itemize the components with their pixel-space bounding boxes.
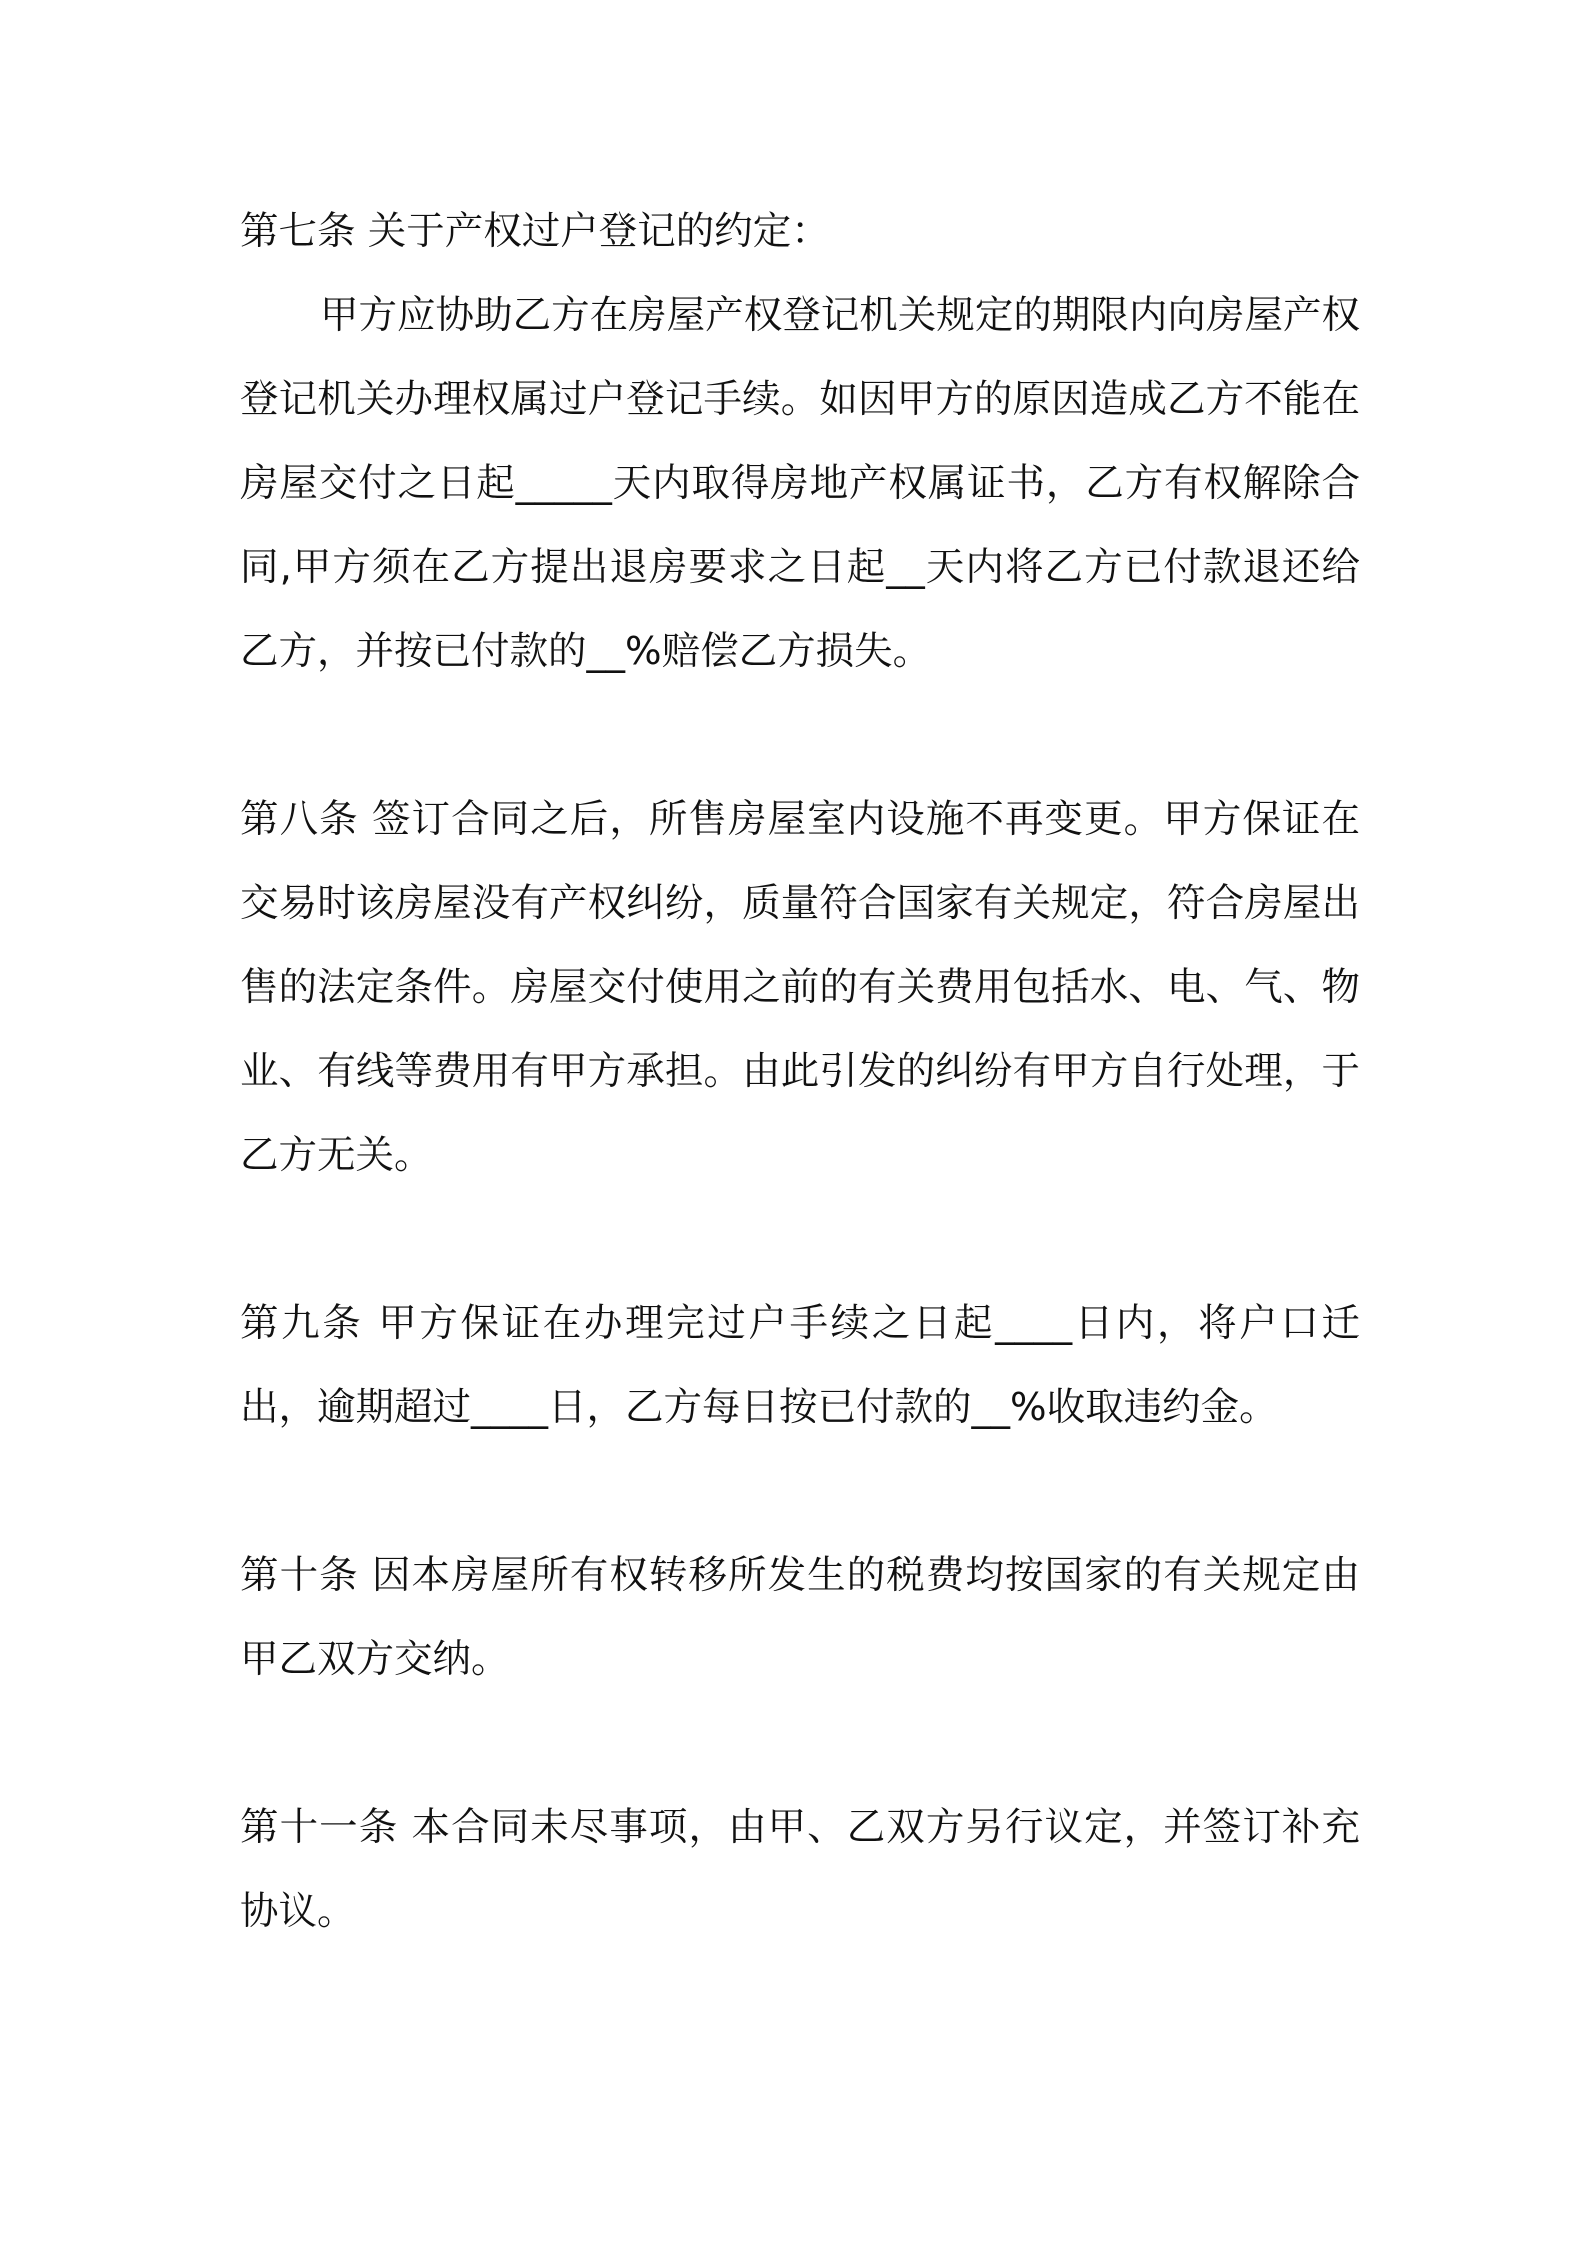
article-8-body: 第八条 签订合同之后，所售房屋室内设施不再变更。甲方保证在交易时该房屋没有产权纠纷，质量符合国家有关规定，符合房屋出售的法定条件。房屋交付使用之前的有关费用包括水、电、气、物业、有线等费用有甲方承担。由此引发的纠纷有甲方自行处理，于乙方无关。 bbox=[240, 797, 1360, 1178]
article-9-body: 第九条 甲方保证在办理完过户手续之日起____日内，将户口迁出，逾期超过____日，乙方每日按已付款的__%收取违约金。 bbox=[240, 1301, 1360, 1430]
paragraph-gap bbox=[240, 694, 1360, 778]
paragraph-gap bbox=[240, 1450, 1360, 1534]
article-7-body: 甲方应协助乙方在房屋产权登记机关规定的期限内向房屋产权登记机关办理权属过户登记手续。如因甲方的原因造成乙方不能在房屋交付之日起_____天内取得房地产权属证书，乙方有权解除合同,甲方须在乙方提出退房要求之日起__天内将乙方已付款退还给乙方，并按已付款的__%赔偿乙方损失。 bbox=[240, 293, 1360, 674]
document-content bbox=[240, 190, 1360, 1954]
article-10-body: 第十条 因本房屋所有权转移所发生的税费均按国家的有关规定由甲乙双方交纳。 bbox=[240, 1553, 1360, 1682]
article-7-heading: 第七条 关于产权过户登记的约定： bbox=[240, 209, 830, 254]
paragraph-gap bbox=[240, 1198, 1360, 1282]
article-11-body: 第十一条 本合同未尽事项，由甲、乙双方另行议定，并签订补充协议。 bbox=[240, 1805, 1360, 1934]
paragraph-gap bbox=[240, 1702, 1360, 1786]
